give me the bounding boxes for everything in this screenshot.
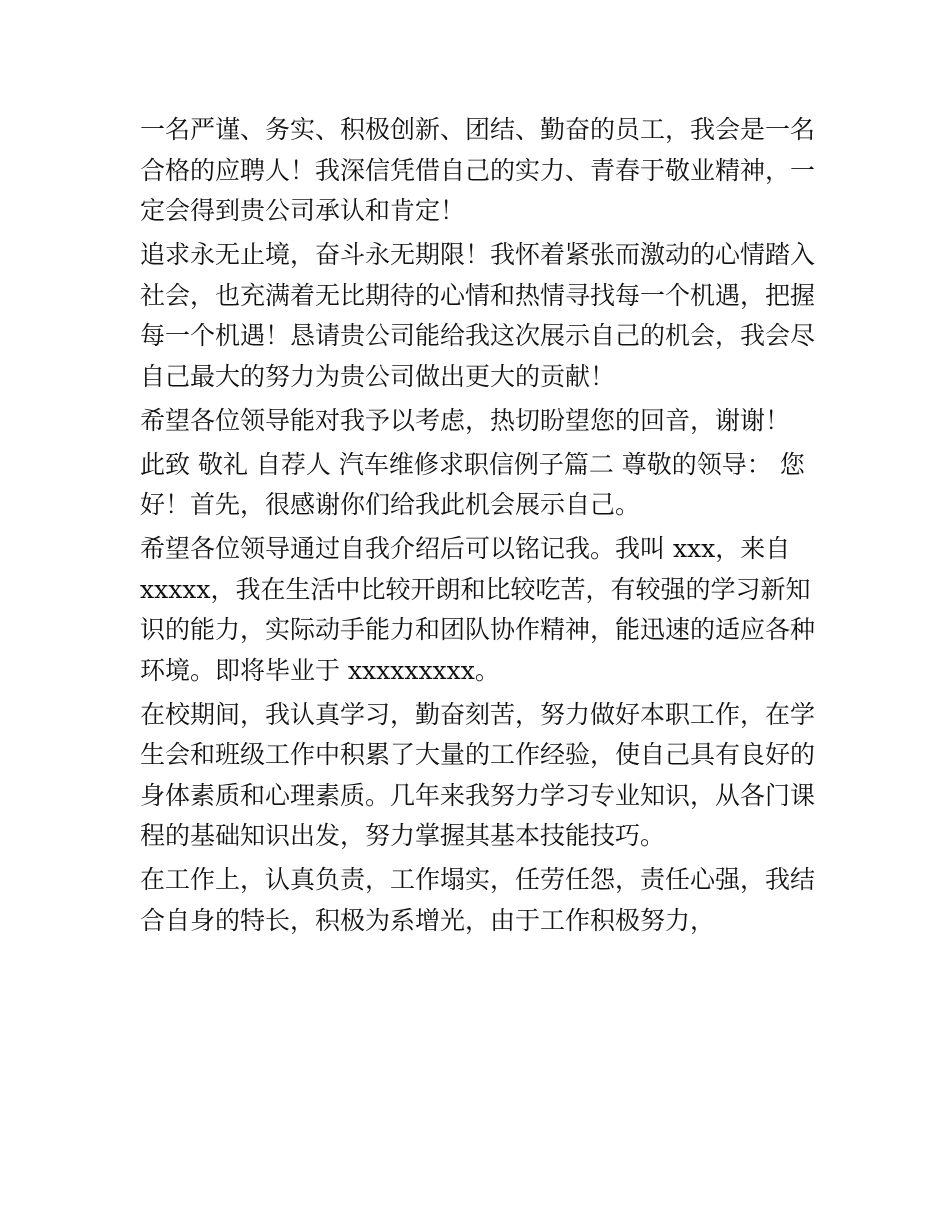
text-line: 一名严谨、务实、积极创新、团结、勤奋的员工，我会是一名 xyxy=(140,115,816,144)
paragraph-2 xyxy=(140,235,820,397)
paragraph-6 xyxy=(140,695,820,857)
text-line: 好！首先，很感谢你们给我此机会展示自己。 xyxy=(140,490,641,519)
text-line: xxxxx，我在生活中比较开朗和比较吃苦，有较强的学习新知 xyxy=(140,574,811,604)
text-line: 追求永无止境，奋斗永无期限！我怀着紧张而激动的心情踏入 xyxy=(140,240,816,269)
paragraph-5 xyxy=(140,529,820,691)
text-line: 身体素质和心理素质。几年来我努力学习专业知识，从各门课 xyxy=(140,780,816,810)
paragraph-1 xyxy=(140,110,820,232)
text-line: 每一个机遇！恳请贵公司能给我这次展示自己的机会，我会尽 xyxy=(140,321,816,350)
paragraph-7 xyxy=(140,860,820,941)
text-line: 合格的应聘人！我深信凭借自己的实力、青春于敬业精神，一 xyxy=(140,155,816,185)
text-line: 希望各位领导能对我予以考虑，热切盼望您的回音，谢谢！ xyxy=(140,405,791,435)
text-line: 识的能力，实际动手能力和团队协作精神，能迅速的适应各种 xyxy=(140,615,816,644)
text-line: 程的基础知识出发，努力掌握其基本技能技巧。 xyxy=(140,821,666,850)
text-line: 自己最大的努力为贵公司做出更大的贡献！ xyxy=(140,361,616,391)
text-line: 合自身的特长，积极为系增光，由于工作积极努力， xyxy=(140,905,716,935)
text-line: 在工作上，认真负责，工作塌实，任劳任怨，责任心强，我结 xyxy=(140,865,816,894)
paragraph-3 xyxy=(140,401,820,442)
text-line: 希望各位领导通过自我介绍后可以铭记我。我叫 xxx，来自 xyxy=(140,534,791,563)
text-line: 社会，也充满着无比期待的心情和热情寻找每一个机遇，把握 xyxy=(140,280,816,310)
paragraph-4 xyxy=(140,445,820,526)
text-line: 定会得到贵公司承认和肯定！ xyxy=(140,196,466,225)
text-line: 在校期间，我认真学习，勤奋刻苦，努力做好本职工作，在学 xyxy=(140,699,816,729)
document-body xyxy=(140,110,820,945)
text-line: 生会和班级工作中积累了大量的工作经验，使自己具有良好的 xyxy=(140,740,816,769)
text-line: 环境。即将毕业于 xxxxxxxxx。 xyxy=(140,655,500,685)
text-line: 此致 敬礼 自荐人 汽车维修求职信例子篇二 尊敬的领导： 您 xyxy=(140,449,805,479)
